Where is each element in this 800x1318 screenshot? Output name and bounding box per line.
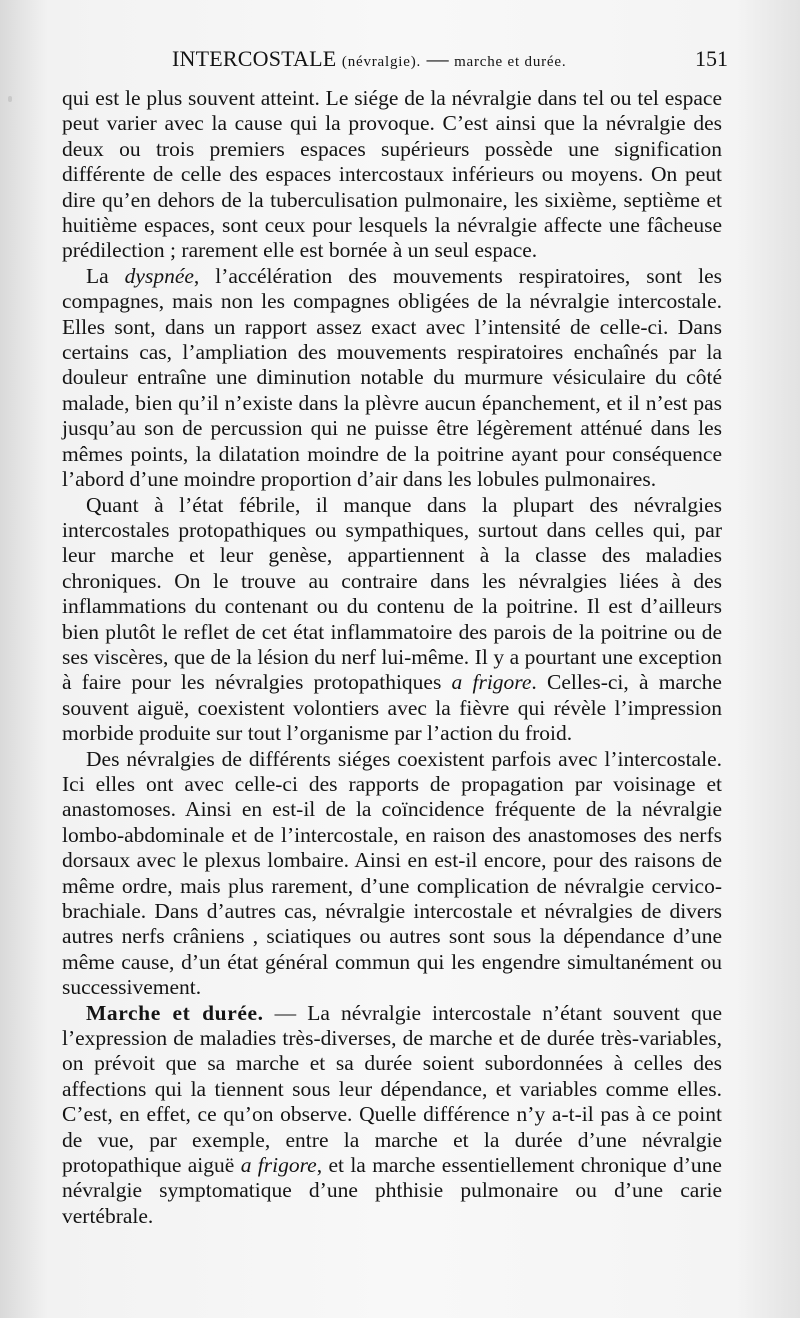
paragraph-3 (62, 493, 722, 747)
paragraph-5-tail: , et la marche essentiellement chronique d’une névralgie symptomatique d’une phthisie pulmonaire ou d’une carie vertébrale. (62, 1153, 722, 1228)
paragraph-2-text: , l’accélération des mouvements respiratoires, sont les compagnes, mais non les compagnes obligées de la névralgie intercostale. Elles sont, dans un rapport assez exact avec l’intensité de celle-ci. Dans certains cas, l’ampliation des mouvements respiratoires enchaînés par la douleur entraîne une diminution notable du murmure vésiculaire du côté malade, bien qu’il n’existe dans la plèvre aucun épanchement, et il n’est pas jusqu’au son de percussion qui ne puisse être légèrement atténué dans les mêmes points, la dilatation moindre de la poitrine ayant pour conséquence l’abord d’une moindre proportion d’air dans les lobules pulmonaires. (62, 263, 722, 492)
header-parenthetical: (névralgie). (341, 54, 422, 70)
page-body (62, 86, 722, 1229)
header-section: marche et durée. (454, 54, 567, 70)
paragraph-3-tail: . Celles-ci, à marche souvent aiguë, coexistent volontiers avec la fièvre qui révèle l’impression morbide produite sur tout l’organisme par l’action du froid. (62, 670, 722, 746)
paragraph-2 (62, 264, 722, 493)
paragraph-4: Des névralgies de différents siéges coexistent parfois avec l’intercostale. Ici elles ont avec celle-ci des rapports de propagation par voisinage et anastomoses. Ainsi en est-il de la coïncidence fréquente de la névralgie lombo-abdominale et de l’intercostale, en raison des anastomoses des nerfs dorsaux avec le plexus lombaire. Ainsi en est-il encore, pour des raisons de même ordre, mais plus rarement, d’une complication de névralgie cervico-brachiale. Dans d’autres cas, névralgie intercostale et névralgies de divers autres nerfs crâniens , sciatiques ou autres sont sous la dépendance d’une même cause, d’un état général commun qui les engendre simultanément ou successivement. (62, 746, 722, 1000)
term-dyspnee: dyspnée (124, 263, 194, 288)
term-a-frigore: a frigore (451, 670, 532, 695)
paragraph-3-text: Quant à l’état fébrile, il manque dans la plupart des névralgies intercostales protopathiques ou sympathiques, surtout dans celles qui, par leur marche et leur genèse, appartiennent à la classe des maladies chroniques. On le trouve au contraire dans les névralgies liées à des inflammations du contenant ou du contenu de la poitrine. Il est d’ailleurs bien plutôt le reflet de cet état inflammatoire des parois de la poitrine ou de ses viscères, que de la lésion du nerf lui-même. Il y a pourtant une exception à faire pour les névralgies protopathiques (62, 492, 722, 695)
running-header (172, 44, 728, 74)
header-title: INTERCOSTALE (172, 46, 337, 71)
paragraph-1: qui est le plus souvent atteint. Le siége de la névralgie dans tel ou tel espace peut varier avec la cause qui la provoque. C’est ainsi que la névralgie des deux ou trois premiers espaces supérieurs possède une signification différente de celle des espaces intercostaux inférieurs ou moyens. On peut dire qu’en dehors de la tuberculisation pulmonaire, les sixième, septième et huitième espaces, sont ceux pour lesquels la névralgie affecte une fâcheuse prédilection ; rarement elle est bornée à un seul espace. (62, 86, 722, 263)
term-a-frigore-2: a frigore (240, 1153, 317, 1178)
page-number: 151 (695, 46, 728, 71)
header-dash: — (426, 46, 449, 71)
subheading-marche-et-duree: Marche et durée. (86, 1000, 264, 1025)
paragraph-5-text: — La névralgie intercostale n’étant souvent que l’expression de maladies très-diverses, de marche et de durée très-variables, on prévoit que sa marche et sa durée soient subordonnées à celles des affections qui la tiennent sous leur dépendance, et variables comme elles. C’est, en effet, ce qu’on observe. Quelle différence n’y a-t-il pas à ce point de vue, par exemple, entre la marche et la durée d’une névralgie protopathique aiguë (62, 1000, 722, 1178)
paragraph-2-lead: La (86, 263, 125, 288)
margin-speck (8, 96, 12, 102)
paragraph-5 (62, 1001, 722, 1230)
